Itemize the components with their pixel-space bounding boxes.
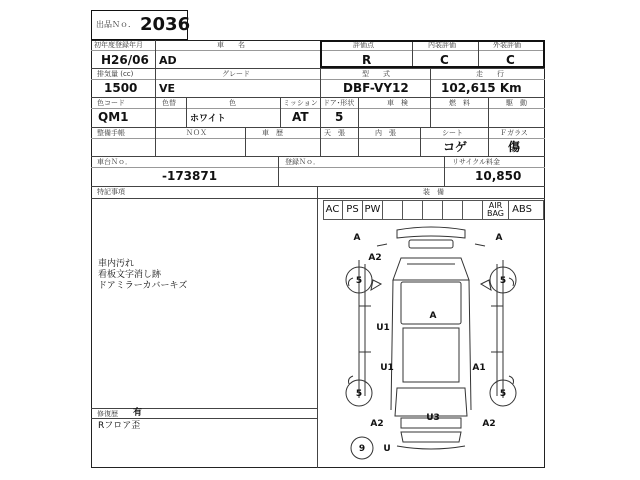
lot-number: 2036 [140, 14, 191, 35]
service-book-label: 整備手帳 [97, 129, 125, 137]
equipment-cell: ABS [512, 204, 532, 215]
grade-value: VE [159, 82, 176, 95]
equipment-cell: PS [343, 201, 363, 219]
color-label: 色 [229, 99, 236, 107]
repair-sub-line [91, 418, 317, 419]
lot-number-label: 出品Ｎｏ． [96, 20, 136, 29]
seat-value: コゲ [443, 140, 468, 154]
score-label: 評価点 [353, 41, 374, 49]
equipment-cell: AIR BAG [483, 201, 509, 219]
doors-value: 5 [335, 110, 344, 124]
damage-code-u-bottom: U [383, 444, 391, 454]
remark-item: ドアミラーカバーキズ [98, 281, 188, 291]
damage-code-a2-rl: A2 [370, 419, 384, 429]
color-value: ホワイト [190, 114, 226, 124]
col-line [155, 97, 156, 127]
chassis-value: -173871 [162, 169, 218, 183]
drive-label: 駆 動 [506, 99, 527, 107]
damage-code-wheel-rl: 5 [355, 389, 363, 399]
sunroof-label: 天 張 [324, 129, 345, 137]
col-line [320, 127, 321, 156]
equipment-label: 装 備 [423, 188, 444, 196]
transmission-label: ミッション [283, 99, 318, 107]
seat-label: シート [442, 129, 463, 137]
displacement-value: 1500 [104, 81, 138, 95]
damage-code-wheel-fr: 5 [499, 276, 507, 286]
recycle-value: 10,850 [475, 169, 522, 183]
damage-code-a2-front: A2 [368, 253, 382, 263]
damage-code-wheel-fl: 5 [355, 276, 363, 286]
ext-score-label: 外装評価 [493, 41, 521, 49]
col-line [358, 97, 359, 127]
damage-code-a-roof: A [429, 311, 437, 321]
col-line [155, 68, 156, 97]
col-line [488, 127, 489, 156]
row-line [91, 127, 545, 128]
first-reg-label: 初年度登録年月 [94, 41, 143, 49]
door-shape-label: ドア･形状 [323, 99, 355, 107]
car-name-label: 車 名 [217, 41, 245, 49]
mileage-value: 102,615 Km [441, 81, 522, 95]
row-line [91, 68, 545, 69]
damage-code-a1-right: A1 [472, 363, 486, 373]
damage-code-spare: 9 [358, 444, 366, 454]
label-line [91, 79, 545, 80]
col-line [278, 156, 279, 186]
displacement-label: 排気量 (cc) [97, 70, 134, 78]
repair-row-line [91, 408, 317, 409]
glass-value: 傷 [508, 140, 521, 154]
col-line [320, 97, 321, 127]
row-line [91, 97, 545, 98]
col-line [280, 97, 281, 127]
row-line [91, 186, 545, 187]
col-line [444, 156, 445, 186]
remark-item: 看板文字消し跡 [98, 270, 162, 280]
damage-code-u1-upper: U1 [376, 323, 390, 333]
int-score-value: C [440, 53, 449, 67]
damage-code-wheel-rr: 5 [499, 389, 507, 399]
model-label: 型 式 [362, 70, 390, 78]
first-reg-value: H26/06 [101, 53, 149, 67]
col-line [155, 127, 156, 156]
int-score-label: 内装評価 [428, 41, 456, 49]
color-code-value: QM1 [98, 110, 129, 124]
damage-code-front-left: A [353, 233, 361, 243]
recycle-label: リサイクル料金 [452, 158, 501, 166]
col-line [488, 97, 489, 127]
col-line [155, 40, 156, 68]
equipment-cell [383, 201, 403, 219]
damage-code-front-right: A [495, 233, 503, 243]
chassis-label: 車台Ｎｏ． [97, 158, 132, 166]
label-line [91, 167, 545, 168]
col-line [430, 68, 431, 97]
col-line [245, 127, 246, 156]
col-line [430, 97, 431, 127]
col-line [320, 68, 321, 97]
row-line [91, 198, 545, 199]
car-name-value: AD [159, 54, 177, 67]
color-no-label: 色替 [162, 99, 176, 107]
reg-no-label: 登録Ｎｏ． [285, 158, 320, 166]
damage-code-u3-tail: U3 [426, 413, 440, 423]
model-value: DBF-VY12 [343, 81, 409, 95]
remarks-label: 特記事項 [97, 188, 125, 196]
equipment-cell [443, 201, 463, 219]
equipment-cell: PW [363, 201, 383, 219]
col-line [186, 97, 187, 127]
equipment-cell [403, 201, 423, 219]
glass-label: Ｆガラス [500, 129, 528, 137]
remark-item: 車内汚れ [98, 259, 135, 269]
row-line [91, 156, 545, 157]
damage-code-u1-lower: U1 [380, 363, 394, 373]
lot-number-box [91, 10, 191, 40]
damage-code-a2-rr: A2 [482, 419, 496, 429]
label-line [91, 138, 545, 139]
equipment-cell [463, 201, 483, 219]
equipment-cell: AC [323, 201, 343, 219]
label-line [91, 108, 545, 109]
history-label: 車 歴 [262, 129, 283, 137]
interior-label: 内 張 [375, 129, 396, 137]
transmission-value: AT [292, 110, 309, 124]
damage-diagram [317, 220, 545, 468]
grade-label: グレード [222, 70, 250, 78]
repair-value: 有 [133, 408, 143, 418]
col-line [358, 127, 359, 156]
color-code-label: 色コード [97, 99, 125, 107]
mileage-label: 走 行 [476, 70, 504, 78]
repair-label: 修復歴 [97, 410, 118, 418]
repair-note: Rフロア歪 [98, 421, 141, 431]
equipment-cell [423, 201, 443, 219]
ext-score-value: C [506, 53, 515, 67]
nox-label: ＮＯＸ [186, 129, 207, 137]
fuel-label: 燃 料 [449, 99, 470, 107]
score-value: R [362, 53, 372, 67]
inspection-label: 車 検 [387, 99, 408, 107]
col-line [420, 127, 421, 156]
